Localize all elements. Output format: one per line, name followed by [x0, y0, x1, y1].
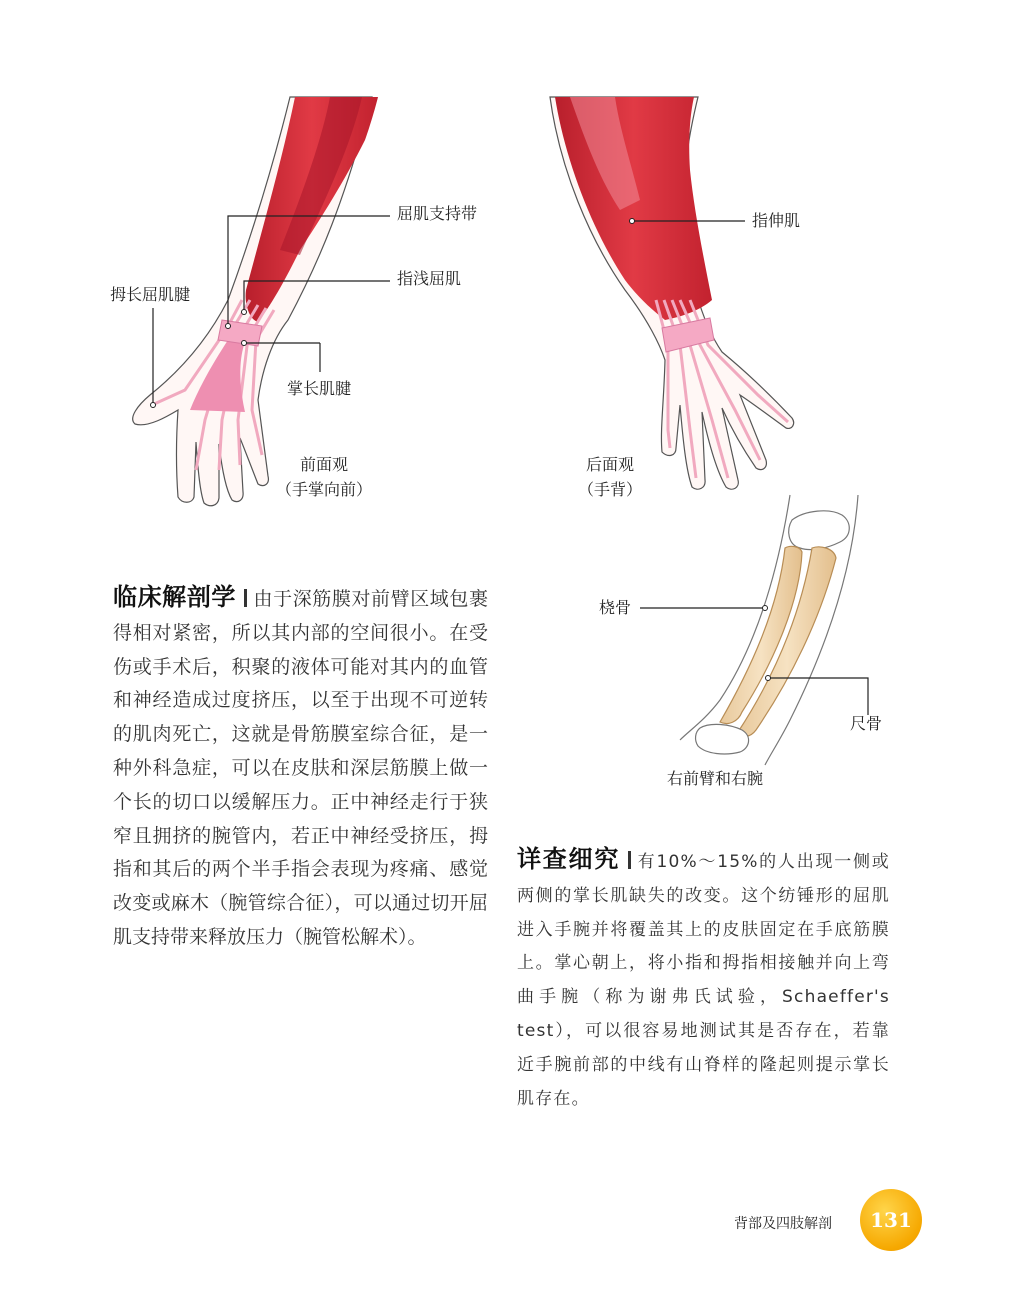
humerus-distal [789, 511, 850, 550]
section-clinical-body: 由于深筋膜对前臂区域包裹得相对紧密，所以其内部的空间很小。在受伤或手术后，积聚的液体可能对其内的血管和神经造成过度挤压，以至于出现不可逆转的肌肉死亡，这就是骨筋膜室综合征，是一种外科急症，可以在皮肤和深层筋膜上做一个长的切口以缓解压力。正中神经走行于狭窄且拥挤的腕管内，若正中神经受挤压，拇指和其后的两个半手指会表现为疼痛、感觉改变或麻木（腕管综合征），可以通过切开屈肌支持带来释放压力（腕管松解术）。 [113, 588, 488, 948]
section-detail [517, 842, 890, 1116]
label-flexor-pollicis-longus-tendon: 拇长屈肌腱 [110, 285, 191, 304]
bones-figure [640, 495, 868, 765]
section-clinical-anatomy [113, 580, 488, 955]
heading-divider [628, 851, 631, 869]
carpal-bones [696, 724, 749, 754]
page-number-badge [860, 1189, 922, 1251]
caption-bones: 右前臂和右腕 [666, 769, 763, 788]
label-flexor-retinaculum: 屈肌支持带 [397, 204, 478, 223]
label-flexor-digitorum-superficialis: 指浅屈肌 [397, 269, 462, 288]
label-radius: 桡骨 [599, 598, 632, 617]
label-palmaris-longus-tendon: 掌长肌腱 [287, 379, 352, 398]
back-arm-figure [550, 97, 794, 489]
caption-back-view [560, 452, 660, 502]
caption-back-line1: 后面观 [585, 455, 634, 474]
caption-front-line1: 前面观 [299, 455, 348, 474]
heading-divider [244, 589, 247, 607]
label-extensor-digitorum: 指伸肌 [752, 211, 801, 230]
back-leader-dot [630, 219, 635, 224]
label-ulna: 尺骨 [850, 714, 883, 733]
section-clinical-heading: 临床解剖学 [113, 582, 236, 611]
back-forearm-muscles [555, 97, 712, 320]
caption-front-view [264, 452, 384, 502]
page-number: 131 [870, 1208, 912, 1232]
running-title: 背部及四肢解剖 [734, 1216, 832, 1232]
section-detail-body: 有10%～15%的人出现一侧或两侧的掌长肌缺失的改变。这个纺锤形的屈肌进入手腕并将覆盖其上的皮肤固定在手底筋膜上。掌心朝上，将小指和拇指相接触并向上弯曲手腕（称为谢弗氏试验，Schaeffer's test），可以很容易地测试其是否存在，若靠近手腕前部的中线有山脊样的隆起则提示掌长肌存在。 [517, 852, 890, 1109]
section-detail-heading: 详查细究 [517, 844, 621, 873]
caption-front-line2: （手掌向前） [275, 480, 372, 499]
caption-back-line2: （手背） [577, 480, 642, 499]
